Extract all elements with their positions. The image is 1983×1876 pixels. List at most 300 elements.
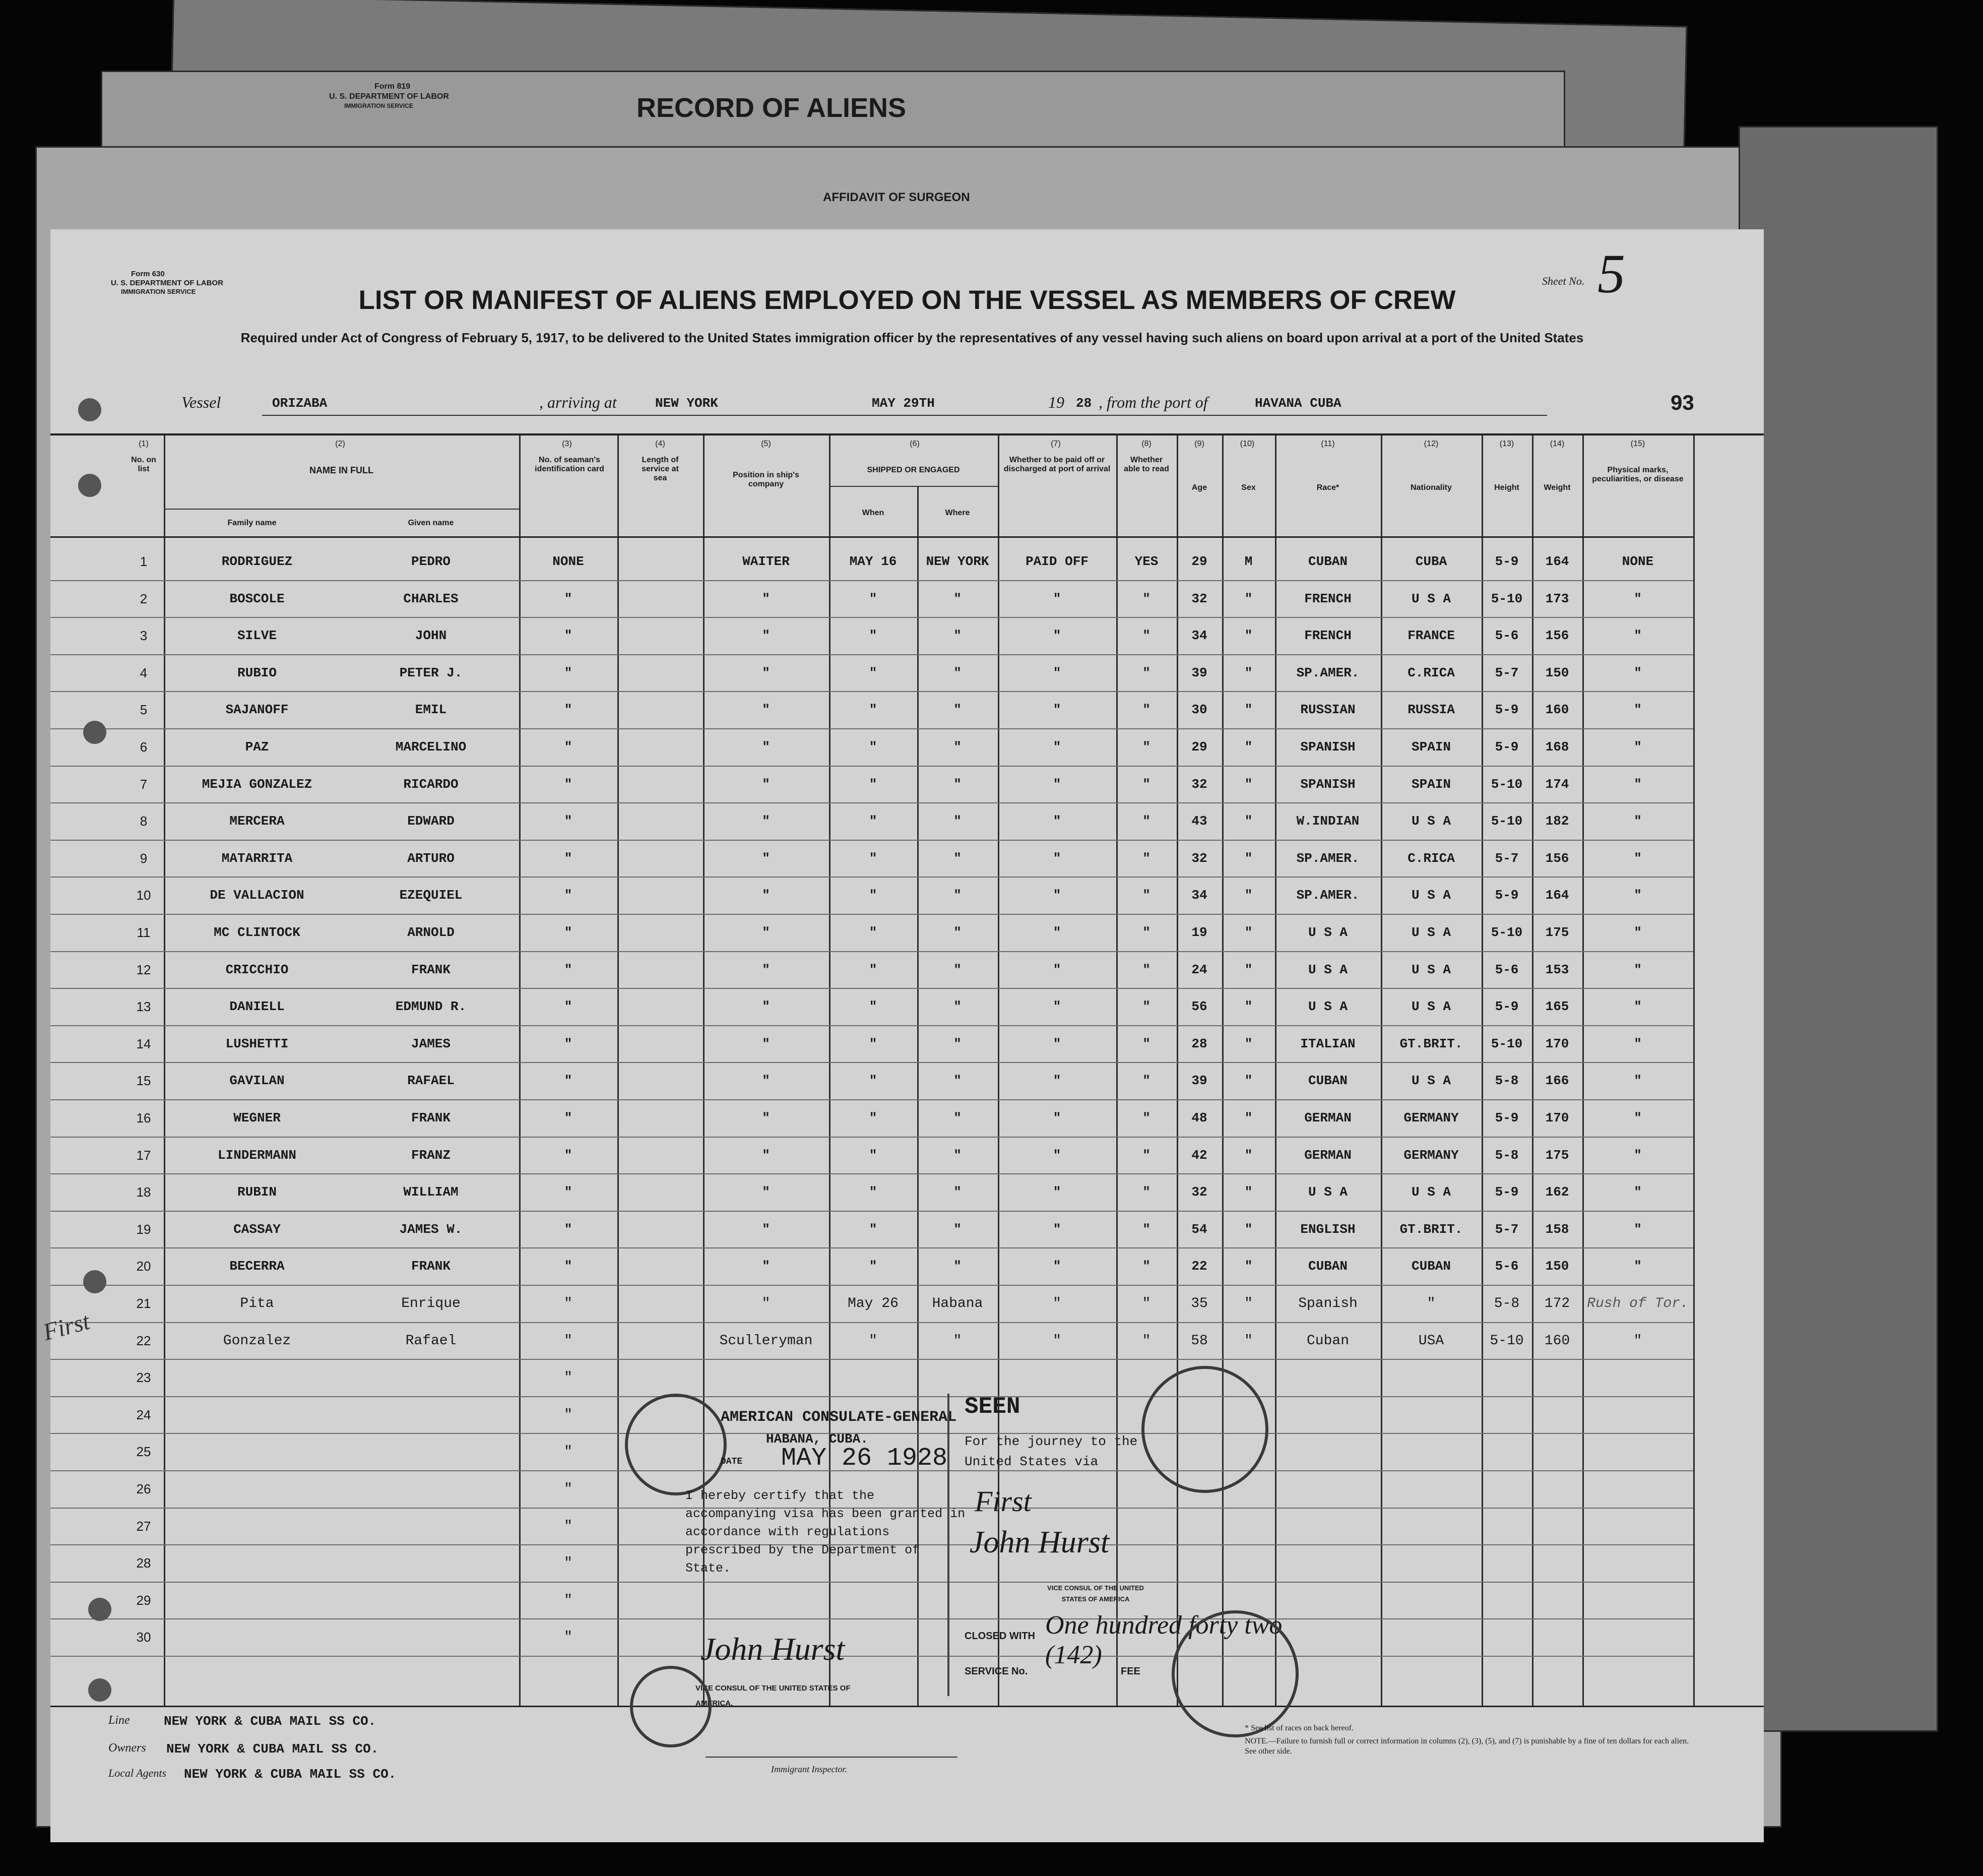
from-port-label: , from the port of [1099, 393, 1208, 411]
manifest-row [50, 1100, 1764, 1138]
cell-row-number: 12 [136, 962, 151, 977]
cell-shipped-where: " [953, 1147, 962, 1163]
cell-able-to-read: " [1142, 628, 1150, 644]
cell-shipped-when: " [869, 888, 877, 903]
cell-paid-off: " [1053, 888, 1061, 903]
cell-given-name: FRANZ [411, 1147, 451, 1163]
binder-hole-5 [88, 1598, 111, 1621]
cell-weight: 160 [1545, 702, 1569, 718]
cell-shipped-where: " [953, 776, 962, 792]
cell-weight: 170 [1545, 1110, 1569, 1125]
cell-physical-marks: " [1634, 1221, 1642, 1237]
cell-race: CUBAN [1308, 554, 1348, 569]
cell-paid-off: " [1053, 1184, 1061, 1200]
cell-position: " [762, 702, 770, 718]
cell-age: 43 [1191, 814, 1207, 829]
manifest-row [50, 767, 1764, 804]
seen-service-label: SERVICE No. [965, 1666, 1028, 1677]
cell-id-card: " [564, 888, 572, 903]
cell-height: 5-9 [1495, 888, 1519, 903]
cell-paid-off: " [1053, 739, 1061, 755]
arrival-year: 28 [1076, 396, 1092, 411]
under-sheet-right-edge [1739, 126, 1938, 1732]
cell-shipped-when: " [869, 1110, 877, 1125]
cell-height: 5-10 [1491, 776, 1523, 792]
cell-given-name: EDMUND R. [395, 999, 467, 1015]
cell-paid-off: " [1053, 628, 1061, 644]
col-length-of-service: Length of service at sea [642, 456, 679, 482]
cell-position: " [762, 628, 770, 644]
cell-weight: 182 [1545, 814, 1569, 829]
binder-hole-2 [78, 474, 101, 497]
col-sex: Sex [1241, 483, 1256, 492]
col-no-on-list: No. on list [131, 456, 156, 473]
cell-sex: " [1244, 702, 1253, 718]
cell-sex: " [1244, 628, 1253, 644]
cell-position: " [762, 925, 770, 940]
cell-weight: 170 [1545, 1036, 1569, 1051]
cell-row-number: 10 [136, 888, 151, 903]
cell-shipped-where: " [953, 665, 962, 680]
cell-height: 5-9 [1495, 739, 1519, 755]
cell-age: 29 [1191, 554, 1207, 569]
cell-family-name: RUBIO [237, 665, 277, 680]
cell-race: FRENCH [1304, 628, 1352, 644]
cell-row-number: 30 [136, 1630, 151, 1645]
cell-given-name: Enrique [401, 1296, 461, 1311]
cell-shipped-where: " [953, 591, 962, 606]
cell-physical-marks: " [1634, 999, 1642, 1015]
cell-sex: " [1244, 1296, 1253, 1311]
from-port: HAVANA CUBA [1255, 396, 1341, 411]
col-2-number: (2) [335, 440, 345, 448]
cell-row-number: 18 [136, 1184, 151, 1200]
cell-able-to-read: " [1142, 1221, 1150, 1237]
consulate-stamp-city: HABANA, CUBA. [766, 1431, 868, 1447]
cell-age: 19 [1191, 925, 1207, 940]
cell-shipped-where: " [953, 814, 962, 829]
cell-nationality: GT.BRIT. [1399, 1221, 1463, 1237]
cell-nationality: USA [1418, 1333, 1444, 1349]
cell-family-name: MERCERA [229, 814, 285, 829]
cell-position: " [762, 999, 770, 1015]
cell-family-name: GAVILAN [229, 1073, 285, 1089]
manifest-row [50, 544, 1764, 581]
cell-id-card: " [564, 850, 572, 866]
consulate-seal-stamp [625, 1394, 727, 1495]
col-11-number: (11) [1321, 440, 1335, 448]
cell-weight: 158 [1545, 1221, 1569, 1237]
cell-shipped-where: " [953, 1221, 962, 1237]
cell-sex: " [1244, 1110, 1253, 1125]
cell-race: W.INDIAN [1296, 814, 1360, 829]
cell-paid-off: " [1053, 591, 1061, 606]
manifest-row [50, 1583, 1764, 1620]
cell-paid-off: " [1053, 1147, 1061, 1163]
cell-shipped-when: " [869, 739, 877, 755]
manifest-row [50, 1174, 1764, 1212]
cell-shipped-where: " [953, 1073, 962, 1089]
cell-shipped-when: " [869, 591, 877, 606]
cell-shipped-where: " [953, 702, 962, 718]
cell-id-card: " [564, 925, 572, 940]
cell-row-number: 11 [137, 925, 151, 940]
cell-id-card: " [564, 702, 572, 718]
cell-weight: 150 [1545, 1259, 1569, 1274]
cell-id-card: " [564, 999, 572, 1015]
cell-row-number: 17 [136, 1147, 151, 1163]
cell-id-card: " [564, 1036, 572, 1051]
manifest-row [50, 1286, 1764, 1323]
cell-paid-off: " [1053, 1036, 1061, 1051]
cell-shipped-where: " [953, 1036, 962, 1051]
manifest-row [50, 1138, 1764, 1175]
cell-race: Cuban [1306, 1333, 1349, 1349]
cell-position: " [761, 1296, 771, 1311]
cell-shipped-when: " [869, 962, 877, 977]
cell-sex: " [1244, 1333, 1253, 1349]
cell-given-name: RICARDO [403, 776, 459, 792]
cell-family-name: CASSAY [233, 1221, 281, 1237]
binder-hole-6 [88, 1678, 111, 1702]
col-10-number: (10) [1240, 440, 1255, 448]
cell-given-name: CHARLES [403, 591, 459, 606]
col-race: Race* [1316, 483, 1339, 492]
cell-paid-off: " [1053, 999, 1061, 1015]
cell-family-name: CRICCHIO [225, 962, 289, 977]
cell-sex: " [1244, 850, 1253, 866]
cell-position: " [762, 814, 770, 829]
cell-height: 5-8 [1494, 1296, 1520, 1311]
cell-age: 39 [1191, 665, 1207, 680]
cell-id-card: " [564, 776, 572, 792]
cell-paid-off: " [1053, 1259, 1061, 1274]
cell-family-name: MC CLINTOCK [214, 925, 300, 940]
manifest-row [50, 1619, 1764, 1657]
cell-able-to-read: " [1142, 1333, 1151, 1349]
cell-id-card: " [564, 1555, 572, 1572]
cell-id-card: " [564, 1221, 572, 1237]
cell-row-number: 28 [136, 1555, 151, 1571]
manifest-row [50, 952, 1764, 989]
col-given-name: Given name [408, 519, 454, 527]
cell-sex: " [1244, 1147, 1253, 1163]
arrival-date: MAY 29TH [872, 396, 935, 411]
col-when: When [862, 509, 884, 517]
cell-id-card: " [564, 739, 572, 755]
consulate-signature: John Hurst [700, 1631, 845, 1667]
col-age: Age [1191, 483, 1207, 492]
cell-position: " [762, 1221, 770, 1237]
cell-age: 56 [1191, 999, 1207, 1015]
cell-id-card: " [564, 1333, 572, 1349]
col-15-number: (15) [1630, 440, 1645, 448]
cell-shipped-where: " [953, 962, 962, 977]
cell-weight: 165 [1545, 999, 1569, 1015]
cell-shipped-where: NEW YORK [926, 554, 989, 569]
cell-paid-off: " [1053, 925, 1061, 940]
cell-able-to-read: " [1142, 888, 1150, 903]
cell-race: GERMAN [1304, 1147, 1352, 1163]
cell-paid-off: " [1053, 776, 1061, 792]
cell-weight: 162 [1545, 1184, 1569, 1200]
col-8-number: (8) [1141, 440, 1152, 448]
cell-family-name: LINDERMANN [217, 1147, 297, 1163]
form-dept: U. S. DEPARTMENT OF LABOR [111, 279, 224, 287]
cell-nationality: U S A [1411, 1184, 1451, 1200]
cell-weight: 175 [1545, 925, 1569, 940]
cell-sex: " [1244, 776, 1253, 792]
cell-age: 34 [1191, 628, 1207, 644]
binder-hole-1 [78, 398, 101, 421]
cell-race: SPANISH [1300, 776, 1356, 792]
cell-nationality: C.RICA [1408, 665, 1455, 680]
form-service: IMMIGRATION SERVICE [121, 288, 196, 295]
cell-given-name: ARNOLD [407, 925, 455, 940]
cell-id-card: " [564, 1592, 572, 1608]
cell-family-name: LUSHETTI [225, 1036, 289, 1051]
vessel-name: ORIZABA [272, 396, 328, 411]
cell-weight: 172 [1544, 1296, 1570, 1311]
cell-able-to-read: " [1142, 1147, 1150, 1163]
cell-row-number: 15 [136, 1073, 151, 1089]
margin-note-first: First [40, 1307, 93, 1346]
cell-shipped-when: MAY 16 [849, 554, 897, 569]
cell-able-to-read: " [1142, 1184, 1150, 1200]
cell-race: CUBAN [1308, 1073, 1348, 1089]
cell-able-to-read: " [1142, 1259, 1150, 1274]
cell-row-number: 6 [140, 739, 148, 755]
cell-nationality: CUBAN [1411, 1259, 1451, 1274]
cell-id-card: " [564, 665, 572, 680]
cell-given-name: PEDRO [411, 554, 451, 569]
cell-given-name: JAMES W. [399, 1221, 463, 1237]
cell-race: ITALIAN [1300, 1036, 1356, 1051]
cell-race: FRENCH [1304, 591, 1352, 606]
cell-position: " [762, 1073, 770, 1089]
cell-id-card: " [564, 591, 572, 606]
cell-sex: " [1244, 1259, 1253, 1274]
cell-race: Spanish [1298, 1296, 1358, 1311]
cell-weight: 164 [1545, 554, 1569, 569]
cell-able-to-read: " [1142, 925, 1150, 940]
cell-paid-off: " [1053, 665, 1061, 680]
cell-given-name: JOHN [415, 628, 447, 644]
cell-shipped-when: " [869, 776, 877, 792]
cell-race: U S A [1308, 962, 1348, 977]
cell-height: 5-9 [1495, 1184, 1519, 1200]
manifest-row [50, 1063, 1764, 1100]
cell-shipped-when: " [869, 1259, 877, 1274]
cell-able-to-read: " [1142, 665, 1150, 680]
col-shipped-engaged: SHIPPED OR ENGAGED [867, 466, 960, 474]
cell-row-number: 5 [140, 702, 148, 718]
cell-nationality: U S A [1411, 999, 1451, 1015]
cell-given-name: PETER J. [399, 665, 463, 680]
manifest-row [50, 729, 1764, 767]
cell-paid-off: " [1053, 1110, 1061, 1125]
form-number: Form 630 [131, 270, 165, 278]
footer-inspector-label: Immigrant Inspector. [771, 1764, 847, 1774]
cell-able-to-read: " [1142, 1110, 1150, 1125]
cell-given-name: EDWARD [407, 814, 455, 829]
cell-id-card: " [564, 1073, 572, 1089]
cell-able-to-read: " [1142, 1073, 1150, 1089]
cell-nationality: CUBA [1415, 554, 1447, 569]
cell-age: 24 [1191, 962, 1207, 977]
cell-position: " [762, 888, 770, 903]
footer-owners-value: NEW YORK & CUBA MAIL SS CO. [166, 1741, 379, 1757]
cell-nationality: U S A [1411, 591, 1451, 606]
cell-shipped-where: " [953, 1259, 962, 1274]
cell-shipped-when: " [869, 1333, 877, 1349]
cell-age: 35 [1191, 1296, 1208, 1311]
cell-nationality: RUSSIA [1408, 702, 1455, 718]
cell-family-name: DANIELL [229, 999, 285, 1015]
cell-row-number: 24 [136, 1407, 151, 1422]
cell-id-card: " [564, 1259, 572, 1274]
seen-vice-consul-title: VICE CONSUL OF THE UNITED STATES OF AMERICA [1047, 1584, 1144, 1603]
cell-row-number: 9 [140, 850, 148, 866]
seen-fee-label: FEE [1121, 1666, 1140, 1677]
cell-shipped-where: " [953, 925, 962, 940]
seen-seal-stamp-upper [1141, 1366, 1268, 1493]
cell-family-name: PAZ [245, 739, 269, 755]
cell-shipped-where: " [953, 999, 962, 1015]
cell-row-number: 21 [136, 1296, 151, 1311]
consulate-vice-consul-title: VICE CONSUL OF THE UNITED STATES OF AMERICA. [695, 1684, 851, 1708]
cell-family-name: MATARRITA [221, 850, 293, 866]
cell-row-number: 20 [136, 1259, 151, 1274]
cell-sex: " [1244, 925, 1253, 940]
col-12-number: (12) [1424, 440, 1439, 448]
cell-physical-marks: " [1634, 1110, 1642, 1125]
arriving-port: NEW YORK [655, 396, 718, 411]
consulate-certify-text: I hereby certify that the accompanying visa has been granted in accordance with regulations prescribed by the Department of State. [685, 1488, 966, 1576]
cell-physical-marks: " [1634, 962, 1642, 977]
col-7-number: (7) [1051, 440, 1061, 448]
cell-row-number: 13 [136, 999, 151, 1015]
manifest-subtitle: Required under Act of Congress of February 5, 1917, to be delivered to the United States immigration officer by the representatives of any vessel having such aliens on board upon arrival at a port of the United States [240, 330, 1584, 345]
cell-shipped-when: " [869, 925, 877, 940]
cell-nationality: " [1427, 1296, 1436, 1311]
cell-age: 42 [1191, 1147, 1207, 1163]
cell-row-number: 2 [140, 591, 148, 606]
cell-sex: M [1244, 554, 1253, 569]
col-1-number: (1) [139, 440, 149, 448]
cell-family-name: MEJIA GONZALEZ [202, 776, 312, 792]
cell-physical-marks: " [1633, 1333, 1642, 1349]
footer-line-label: Line [108, 1714, 130, 1727]
cell-able-to-read: " [1142, 850, 1150, 866]
cell-position: " [762, 1147, 770, 1163]
cell-height: 5-9 [1495, 1110, 1519, 1125]
col-13-number: (13) [1499, 440, 1514, 448]
col-6-number: (6) [910, 440, 920, 448]
cell-id-card: " [564, 1184, 572, 1200]
cell-height: 5-10 [1491, 591, 1523, 606]
cell-paid-off: " [1053, 702, 1061, 718]
cell-physical-marks: NONE [1622, 554, 1654, 569]
cell-age: 32 [1191, 591, 1207, 606]
cell-race: SP.AMER. [1296, 888, 1360, 903]
cell-able-to-read: " [1142, 1036, 1150, 1051]
cell-sex: " [1244, 1221, 1253, 1237]
cell-weight: 156 [1545, 850, 1569, 866]
cell-sex: " [1244, 1184, 1253, 1200]
cell-nationality: GT.BRIT. [1399, 1036, 1463, 1051]
cell-able-to-read: " [1142, 739, 1150, 755]
consulate-date: MAY 26 1928 [781, 1444, 948, 1473]
cell-family-name: DE VALLACION [210, 888, 304, 903]
cell-race: SPANISH [1300, 739, 1356, 755]
cell-age: 54 [1191, 1221, 1207, 1237]
cell-given-name: EMIL [415, 702, 447, 718]
cell-position: WAITER [742, 554, 790, 569]
manifest-row [50, 1026, 1764, 1064]
cell-height: 5-7 [1495, 1221, 1519, 1237]
cell-race: U S A [1308, 1184, 1348, 1200]
cell-able-to-read: " [1142, 962, 1150, 977]
cell-family-name: WEGNER [233, 1110, 281, 1125]
cell-physical-marks: " [1634, 1184, 1642, 1200]
cell-able-to-read: " [1142, 999, 1150, 1015]
cell-weight: 160 [1544, 1333, 1570, 1349]
consulate-lower-seal-stamp [630, 1666, 712, 1747]
cell-weight: 174 [1545, 776, 1569, 792]
vessel-label: Vessel [181, 393, 221, 411]
col-14-number: (14) [1550, 440, 1565, 448]
cell-height: 5-9 [1495, 702, 1519, 718]
cell-sex: " [1244, 888, 1253, 903]
cell-shipped-where: " [953, 1110, 962, 1125]
binder-hole-4 [83, 1270, 106, 1293]
manifest-row [50, 1248, 1764, 1286]
cell-id-card: " [564, 628, 572, 644]
col-where: Where [945, 509, 970, 517]
cell-family-name: RODRIGUEZ [221, 554, 293, 569]
col-9-number: (9) [1194, 440, 1204, 448]
cell-height: 5-8 [1495, 1147, 1519, 1163]
col-height: Height [1494, 483, 1519, 492]
cell-age: 30 [1191, 702, 1207, 718]
cell-sex: " [1244, 739, 1253, 755]
cell-shipped-where: " [953, 1184, 962, 1200]
cell-position: " [762, 591, 770, 606]
footer-agents-label: Local Agents [108, 1767, 167, 1779]
cell-paid-off: " [1053, 814, 1061, 829]
cell-race: U S A [1308, 925, 1348, 940]
year-label: 19 [1048, 393, 1064, 411]
cell-row-number: 3 [140, 628, 148, 644]
cell-paid-off: " [1053, 1073, 1061, 1089]
cell-given-name: MARCELINO [395, 739, 467, 755]
cell-paid-off: " [1053, 1296, 1061, 1311]
cell-height: 5-7 [1495, 665, 1519, 680]
manifest-row [50, 655, 1764, 693]
manifest-row [50, 1323, 1764, 1360]
cell-height: 5-9 [1495, 999, 1519, 1015]
cell-row-number: 27 [136, 1518, 151, 1534]
cell-position: " [762, 1259, 770, 1274]
manifest-row [50, 1212, 1764, 1249]
cell-physical-marks: " [1634, 925, 1642, 940]
cell-physical-marks: " [1634, 850, 1642, 866]
cell-family-name: SAJANOFF [225, 702, 289, 718]
cell-nationality: U S A [1411, 925, 1451, 940]
footer-penalty-note: NOTE.—Failure to furnish full or correct information in columns (2), (3), (5), and (7) is punishable by a fine of ten dollars for each alien. See other side. [1245, 1737, 1689, 1756]
cell-row-number: 29 [136, 1592, 151, 1608]
